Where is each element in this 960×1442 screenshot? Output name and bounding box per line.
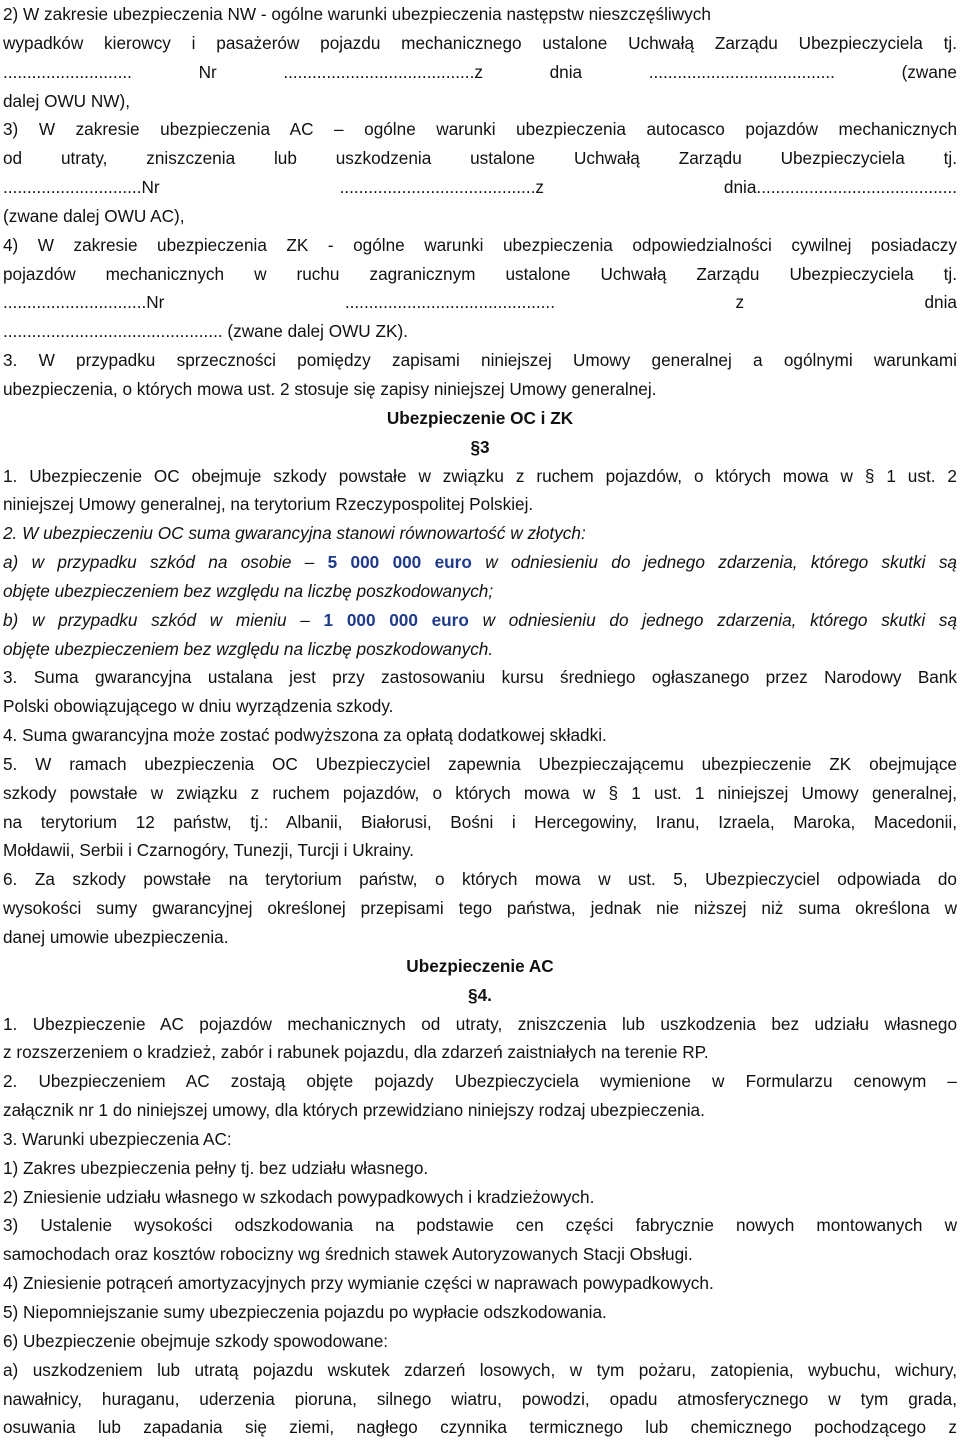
text-line: 3. W przypadku sprzeczności pomiędzy zapisami niniejszej Umowy generalnej a ogólnymi warunkami [3,350,957,371]
text-line: dalej OWU NW), [3,90,131,111]
text-line: danej umowie ubezpieczenia. [3,927,229,947]
text-line: nawałnicy, huraganu, uderzenia pioruna, silnego wiatru, powodzi, opadu atmosferycznego w tym grada, [3,1388,957,1409]
text-line: 6) Ubezpieczenie obejmuje szkody spowodowane: [3,1330,389,1351]
text-line: 1) Zakres ubezpieczenia pełny tj. bez udziału własnego. [3,1157,429,1178]
text-line: 2. Ubezpieczeniem AC zostają objęte pojazdy Ubezpieczyciela wymienione w Formularzu cenowym – [3,1071,957,1092]
section-heading: §4. [468,984,492,1005]
text-line: 2. W ubezpieczeniu OC suma gwarancyjna stanowi równowartość w złotych: [3,523,586,544]
text-line: Mołdawii, Serbii i Czarnogóry, Tunezji, Turcji i Ukrainy. [3,840,415,861]
text-span: w odniesieniu do jednego zdarzenia, którego skutki są [468,609,958,630]
text-line: osuwania lub zapadania się ziemi, nagłego czynnika termicznego lub chemicznego pochodzącego z [3,1417,957,1438]
text-line: 3. Warunki ubezpieczenia AC: [3,1128,232,1149]
text-line: 2) Zniesienie udziału własnego w szkodach powypadkowych i kradzieżowych. [3,1186,595,1207]
text-line: .............................................. (zwane dalej OWU ZK). [3,321,408,342]
text-line: 5) Niepomniejszanie sumy ubezpieczenia pojazdu po wypłacie odszkodowania. [3,1301,607,1322]
text-line: .............................Nr .........................................z dnia.......................................... [3,177,957,198]
text-line: 4) W zakresie ubezpieczenia ZK - ogólne warunki ubezpieczenia odpowiedzialności cywilnej posiadaczy [3,234,957,255]
text-line: szkody powstałe w związku z ruchem pojazdów, o których mowa w § 1 ust. 1 niniejszej Umowy generalnej, [3,782,957,803]
text-line: 4. Suma gwarancyjna może zostać podwyższona za opłatą dodatkowej składki. [3,725,607,746]
text-line: załącznik nr 1 do niniejszej umowy, dla których przewidziano niniejszy rodzaj ubezpieczenia. [3,1100,705,1121]
text-line: na terytorium 12 państw, tj.: Albanii, Białorusi, Bośni i Hercegowiny, Iranu, Izraela, Maroka, Macedonii, [3,811,957,832]
text-line: 3) Ustalenie wysokości odszkodowania na podstawie cen części fabrycznie nowych montowanych w [3,1215,957,1236]
text-line: objęte ubezpieczeniem bez względu na liczbę poszkodowanych. [3,638,494,659]
text-line: 5. W ramach ubezpieczenia OC Ubezpieczyciel zapewnia Ubezpieczającemu ubezpieczenie ZK obejmujące [3,753,957,774]
text-span: b) w przypadku szkód w mieniu – [3,609,324,630]
text-line: 4) Zniesienie potrąceń amortyzacyjnych przy wymianie części w naprawach powypadkowych. [3,1273,714,1294]
text-line: ubezpieczenia, o których mowa ust. 2 stosuje się zapisy niniejszej Umowy generalnej. [3,378,657,399]
text-line: 3) W zakresie ubezpieczenia AC – ogólne warunki ubezpieczenia autocasco pojazdów mechanicznych [3,119,957,140]
text-line: Polski obowiązującego w dniu wyrządzenia szkody. [3,696,394,717]
text-line: ........................... Nr ........................................z dnia ....................................... (zwane [3,61,957,82]
text-line [3,548,957,577]
text-line: 3. Suma gwarancyjna ustalana jest przy zastosowaniu kursu średniego ogłaszanego przez Narodowy Bank [3,667,957,688]
section-heading: §3 [470,436,490,457]
text-line: objęte ubezpieczeniem bez względu na liczbę poszkodowanych; [3,580,494,601]
text-line: wysokości sumy gwarancyjnej określonej przepisami tego państwa, jednak nie niższej niż suma określona w [3,898,957,919]
text-line: wypadków kierowcy i pasażerów pojazdu mechanicznego ustalone Uchwałą Zarządu Ubezpieczyciela tj. [3,32,957,53]
text-line: 2) W zakresie ubezpieczenia NW - ogólne warunki ubezpieczenia następstw nieszczęśliwych [3,4,711,24]
text-span: a) w przypadku szkód na osobie – [3,552,328,573]
text-line: od utraty, zniszczenia lub uszkodzenia ustalone Uchwałą Zarządu Ubezpieczyciela tj. [3,148,957,169]
text-line [3,606,957,635]
section-heading: Ubezpieczenie AC [406,955,554,976]
section-heading: Ubezpieczenie OC i ZK [386,407,574,428]
text-line: ..............................Nr ............................................ z dnia [3,292,957,313]
text-line: a) uszkodzeniem lub utratą pojazdu wskutek zdarzeń losowych, w tym pożaru, zatopienia, wybuchu, wichury, [3,1359,957,1380]
text-line: (zwane dalej OWU AC), [3,205,185,226]
text-line: pojazdów mechanicznych w ruchu zagranicznym ustalone Uchwałą Zarządu Ubezpieczyciela tj. [3,263,957,284]
text-line: niniejszej Umowy generalnej, na terytorium Rzeczypospolitej Polskiej. [3,494,534,515]
text-line: 6. Za szkody powstałe na terytorium państw, o których mowa w ust. 5, Ubezpieczyciel odpowiada do [3,869,957,890]
amount-highlight: 5 000 000 euro [327,552,472,573]
text-span: w odniesieniu do jednego zdarzenia, którego skutki są [471,552,957,573]
amount-highlight: 1 000 000 euro [323,609,469,630]
text-line: 1. Ubezpieczenie AC pojazdów mechanicznych od utraty, zniszczenia lub uszkodzenia bez udziału własnego [3,1013,957,1034]
text-line: samochodach oraz kosztów robocizny wg średnich stawek Autoryzowanych Stacji Obsługi. [3,1244,693,1265]
text-line: 1. Ubezpieczenie OC obejmuje szkody powstałe w związku z ruchem pojazdów, o których mowa w § 1 ust. 2 [3,465,957,486]
text-line: z rozszerzeniem o kradzież, zabór i rabunek pojazdu, dla zdarzeń zaistniałych na terenie RP. [3,1042,709,1063]
